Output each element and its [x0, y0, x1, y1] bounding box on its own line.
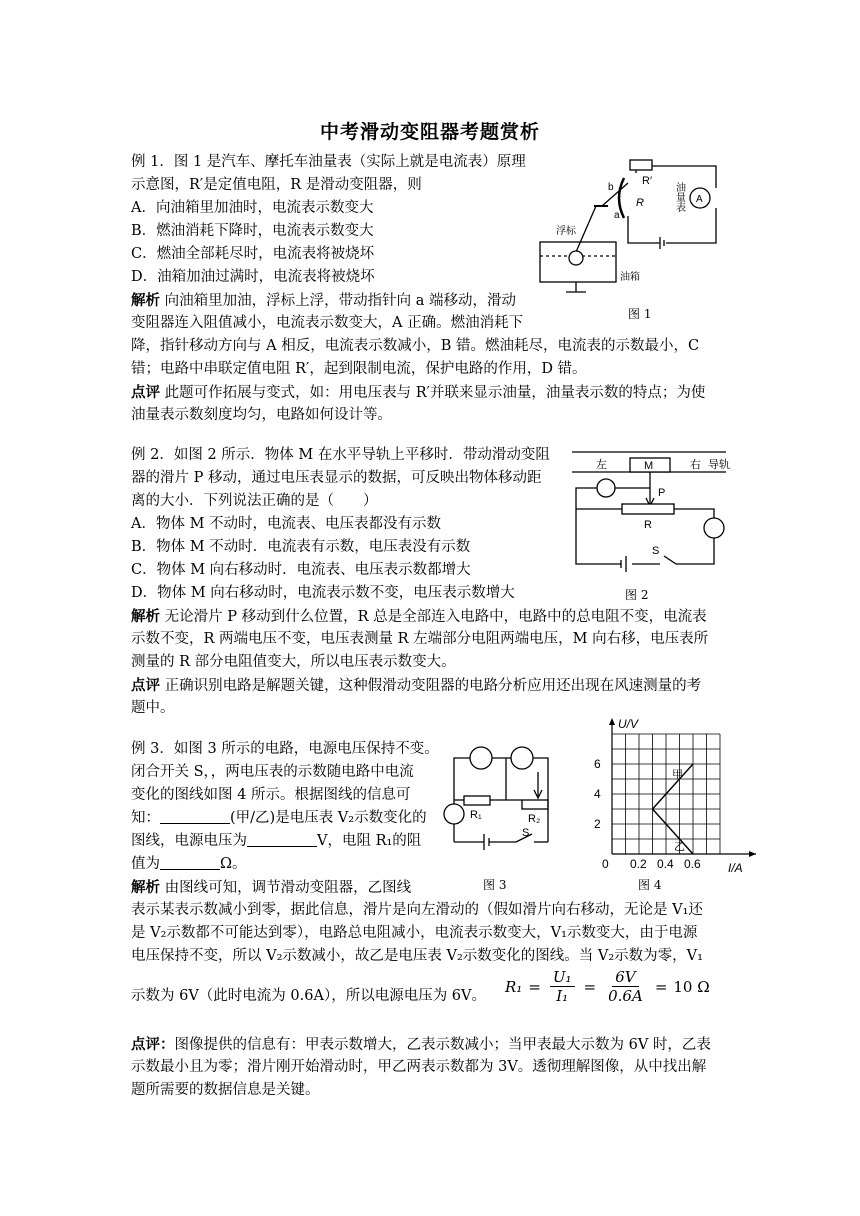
- fig1-r-label: R: [636, 197, 644, 209]
- ex3-comment-2: 示数最小且为零；滑片刚开始滑动时，甲乙两表示数都为 3V。透彻理解图像，从中找出解: [131, 1059, 707, 1075]
- ex3-line-4: [131, 807, 427, 830]
- figure-4-caption: 图 4: [638, 878, 662, 892]
- ex1-analysis-3: 降，指针移动方向与 A 相反，电流表示数减小，B 错。燃油耗尽，电流表的示数最小，C: [131, 338, 700, 354]
- ex1-option-d: D．油箱加油过满时，电流表将被烧坏: [131, 269, 375, 285]
- ex3-comment-3: 题所需要的数据信息是关键。: [131, 1082, 320, 1098]
- fig1-tank-label: 油箱: [620, 272, 640, 283]
- ex3-line-3: 变化的图线如图 4 所示。根据图线的信息可: [131, 787, 411, 803]
- figure-1-caption: 图 1: [628, 307, 652, 321]
- fig1-float-label: 浮标: [556, 226, 576, 237]
- ex1-comment-text: 此题可作拓展与变式，如：用电压表与 R′并联来显示油量，油量表示数的特点；为使: [164, 385, 706, 401]
- fig1-b-label: b: [608, 182, 614, 193]
- ex3-line-5-post: V，电阻 R₁的阻: [317, 833, 422, 849]
- ex2-option-c: C．物体 M 向右移动时．电流表、电压表示数都增大: [131, 562, 471, 578]
- ex2-analysis-3: 测量的 R 部分电阻值变大，所以电压表示数变大。: [131, 654, 456, 670]
- figure-3-circuit: [436, 742, 566, 860]
- x-tick-label: 0.2: [630, 857, 647, 871]
- fig2-p-label: P: [658, 487, 666, 499]
- fig2-m-label: M: [644, 460, 654, 472]
- formula-num1: U₁: [550, 968, 575, 987]
- fig1-rprime-label: R′: [642, 175, 653, 187]
- y-tick-label: 2: [594, 817, 601, 831]
- ex2-option-d: D．物体 M 向右移动时，电流表示数不变，电压表示数增大: [131, 585, 515, 601]
- figure-1-oil-gauge-circuit: [536, 158, 726, 303]
- analysis-label: 解析: [131, 879, 160, 896]
- ex1-analysis-2: 变阻器连入阻值减小，电流表示数变大，A 正确。燃油消耗下: [131, 315, 524, 331]
- ex3-line-4-post: (甲/乙)是电压表 V₂示数变化的: [230, 810, 427, 826]
- chart-axes: [609, 718, 756, 857]
- series-line-yi: [653, 809, 694, 854]
- x-tick-label: 0.6: [684, 857, 701, 871]
- fig2-left-label: 左: [596, 459, 607, 471]
- chart-ylabel: U/V: [618, 717, 639, 731]
- ex3-line-1: 例 3．如图 3 所示的电路，电源电压保持不变。: [131, 741, 439, 757]
- y-tick-label: 6: [594, 757, 601, 771]
- ex1-option-b: B．燃油消耗下降时，电流表示数变大: [131, 223, 374, 239]
- ex1-option-a: A．向油箱里加油时，电流表示数变大: [131, 200, 374, 216]
- ex1-analysis-1: [131, 289, 516, 313]
- ex3-analysis-3: 是 V₂示数都不可能达到零），电路总电阻减小，电流表示数变大，V₁示数变大，由于电源: [131, 925, 698, 941]
- ex2-analysis-text: 无论滑片 P 移动到什么位置，R 总是全部连入电路中，电路中的总电阻不变，电流表: [164, 609, 707, 625]
- y-tick-label: 4: [594, 787, 601, 801]
- formula-den1: I₁: [556, 987, 569, 1005]
- ex3-analysis-1: [131, 876, 411, 900]
- ex3-line-2: 闭合开关 S，，两电压表的示数随电路中电流: [131, 764, 414, 780]
- ex2-line-2: 器的滑片 P 移动，通过电压表显示的数据，可反映出物体移动距: [131, 470, 542, 486]
- ex3-analysis-text: 由图线可知，调节滑动变阻器，乙图线: [164, 880, 412, 896]
- fig2-r-label: R: [644, 519, 652, 531]
- ex3-analysis-2: 表示某表示数减小到零，据此信息，滑片是向左滑动的（假如滑片向右移动，无论是 V₁还: [131, 902, 703, 918]
- ex2-analysis-2: 示数不变，R 两端电压不变，电压表测量 R 左端部分电阻两端电压，M 向右移，电压表所: [131, 631, 709, 647]
- x-tick-label: 0.4: [657, 857, 674, 871]
- ohms-law-formula: [505, 968, 710, 1005]
- ex2-option-a: A．物体 M 不动时，电流表、电压表都没有示数: [131, 516, 442, 532]
- ex1-analysis-4: 错；电路中串联定值电阻 R′，起到限制电流，保护电路的作用，D 错。: [131, 361, 587, 377]
- ex1-comment-2: 油量表示数刻度均匀，电路如何设计等。: [131, 407, 392, 423]
- ex2-option-b: B．物体 M 不动时．电流表有示数，电压表没有示数: [131, 539, 471, 555]
- ex3-analysis-4: 电压保持不变，所以 V₂示数减小，故乙是电压表 V₂示数变化的图线。当 V₂示数为零，V₁: [131, 948, 703, 964]
- fig2-rail-label: 导轨: [708, 459, 730, 471]
- ex3-line-6: [131, 853, 247, 876]
- formula-den2: 0.6A: [608, 987, 643, 1005]
- chart-xlabel: I/A: [728, 861, 743, 875]
- ex2-comment-2: 题中。: [131, 700, 175, 716]
- ex3-line-6-post: Ω。: [220, 856, 247, 872]
- figure-2-caption: 图 2: [625, 588, 649, 602]
- ex1-option-c: C．燃油全部耗尽时，电流表将被烧坏: [131, 246, 375, 262]
- ex2-line-3: 离的大小．下列说法正确的是（ ）: [131, 493, 378, 509]
- ex1-comment-1: [131, 381, 705, 405]
- fig3-r1-label: R₁: [470, 809, 482, 821]
- ex1-line-1: 例 1．图 1 是汽车、摩托车油量表（实际上就是电流表）原理: [131, 154, 526, 170]
- comment-label: 点评: [131, 677, 160, 694]
- formula-fraction-2: [605, 968, 646, 1005]
- fig2-s-label: S: [652, 545, 660, 557]
- formula-lhs: R₁: [505, 977, 523, 996]
- ex2-comment-text: 正确识别电路是解题关键，这种假滑动变阻器的电路分析应用还出现在风速测量的考: [164, 678, 702, 694]
- fig1-gauge-label: 油量表: [673, 182, 685, 212]
- comment-label: 点评：: [131, 1036, 175, 1053]
- answer-blank-1[interactable]: [160, 809, 230, 824]
- ex2-comment-1: [131, 674, 701, 698]
- fig1-a-label: a: [614, 210, 620, 221]
- figure-2-rail-circuit: [566, 446, 740, 582]
- analysis-label: 解析: [131, 608, 160, 625]
- ex1-analysis-text: 向油箱里加油，浮标上浮，带动指针向 a 端移动，滑动: [164, 293, 516, 309]
- ex3-line-5-pre: 图线，电源电压为: [131, 833, 247, 849]
- formula-num2: 6V: [612, 968, 638, 987]
- figure-4-ui-chart: [588, 716, 760, 876]
- answer-blank-3[interactable]: [160, 855, 220, 870]
- x-axis-arrow: [749, 851, 756, 857]
- fig3-r2-label: R₂: [528, 813, 541, 825]
- series-label-yi: 乙: [674, 841, 685, 853]
- series-label-jia: 甲: [672, 769, 683, 781]
- ex2-analysis-1: [131, 605, 707, 629]
- ex3-comment-text: 图像提供的信息有：甲表示数增大，乙表示数减小；当甲表最大示数为 6V 时，乙表: [174, 1037, 711, 1053]
- ex3-analysis-5: 示数为 6V（此时电流为 0.6A），所以电源电压为 6V。: [131, 988, 487, 1004]
- formula-fraction-1: [550, 968, 575, 1005]
- page-title: 中考滑动变阻器考题赏析: [319, 121, 540, 143]
- figure-3-caption: 图 3: [483, 878, 507, 892]
- fig3-s-label: S: [522, 827, 530, 839]
- formula-eq1: =: [528, 977, 541, 996]
- comment-label: 点评: [131, 384, 160, 401]
- y-axis-arrow: [609, 718, 615, 725]
- formula-eq3: =: [654, 977, 668, 996]
- ex1-line-2: 示意图，R′是定值电阻，R 是滑动变阻器，则: [131, 177, 422, 193]
- ex3-line-4-pre: 知：: [131, 810, 160, 826]
- fig2-right-label: 右: [690, 459, 701, 471]
- analysis-label: 解析: [131, 292, 160, 309]
- ex3-line-5: [131, 830, 421, 853]
- ex3-comment-1: [131, 1033, 711, 1057]
- ex2-line-1: 例 2．如图 2 所示．物体 M 在水平导轨上平移时．带动滑动变阻: [131, 447, 550, 463]
- answer-blank-2[interactable]: [247, 832, 317, 847]
- formula-result: 10 Ω: [673, 977, 710, 996]
- ex3-line-6-pre: 值为: [131, 856, 160, 872]
- fig1-meter-label: A: [696, 194, 703, 205]
- formula-eq2: =: [583, 977, 597, 996]
- chart-origin: 0: [602, 857, 609, 871]
